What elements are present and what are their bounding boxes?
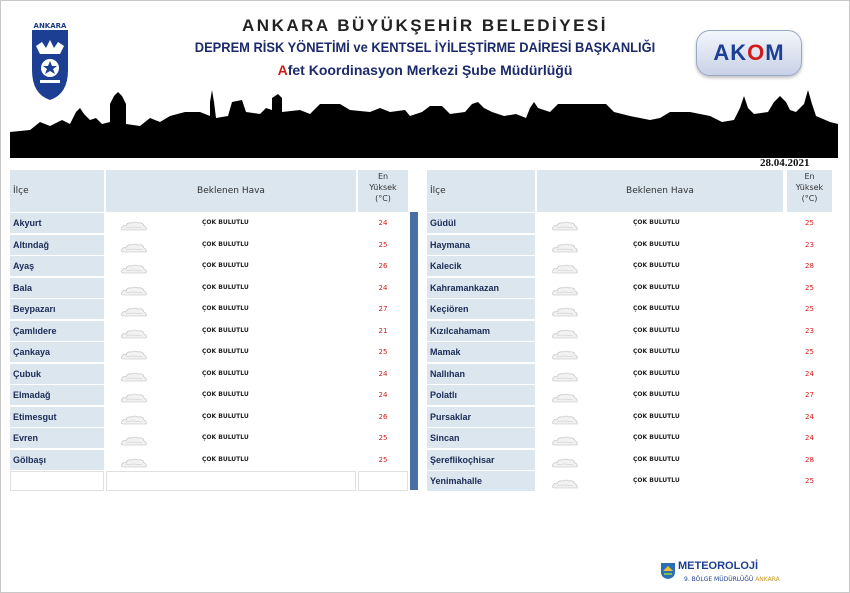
weather-cell (537, 299, 783, 319)
district-name: Elmadağ (10, 385, 104, 405)
max-temp-header-line3: (°C) (375, 194, 391, 203)
district-name: Şereflikoçhisar (427, 450, 535, 470)
max-temperature: 23 (787, 321, 832, 341)
max-temp-header-line3: (°C) (801, 194, 818, 203)
meteoroloji-region: 9. BÖLGE MÜDÜRLÜĞÜ (684, 576, 754, 583)
max-temperature: 27 (787, 385, 832, 405)
max-temperature: 21 (358, 321, 408, 341)
weather-description: ÇOK BULUTLU (202, 412, 249, 420)
max-temp-header-line1: En (377, 172, 389, 181)
max-temperature: 23 (787, 235, 832, 255)
cloud-icon (120, 303, 148, 315)
akom-logo-ak: AK (713, 40, 748, 65)
cloud-icon (120, 325, 148, 337)
weather-cell (537, 428, 783, 448)
district-name: Kahramankazan (427, 278, 535, 298)
cloud-icon (120, 260, 148, 272)
weather-description: ÇOK BULUTLU (633, 391, 680, 398)
cloud-icon (551, 475, 579, 487)
district-name: Beypazarı (10, 299, 104, 319)
weather-cell (106, 299, 356, 319)
weather-description: ÇOK BULUTLU (202, 219, 249, 226)
logo-text: ANKARA (33, 22, 67, 30)
weather-cell (106, 364, 356, 384)
weather-description: ÇOK BULUTLU (202, 283, 249, 291)
weather-cell (106, 278, 356, 298)
weather-cell (106, 407, 356, 427)
weather-cell (106, 385, 356, 405)
max-temperature: 25 (787, 342, 832, 362)
ankara-skyline-icon (10, 82, 838, 158)
max-temperature: 24 (358, 278, 408, 298)
weather-description: ÇOK BULUTLU (633, 305, 680, 312)
weather-cell (106, 256, 356, 276)
max-temp-header (358, 170, 408, 212)
weather-cell (537, 385, 783, 405)
cloud-icon (551, 325, 579, 337)
district-name: Polatlı (427, 385, 535, 405)
district-name: Çankaya (10, 342, 104, 362)
column-divider (410, 212, 418, 490)
max-temperature: 25 (787, 471, 832, 491)
weather-cell (537, 213, 783, 233)
district-name: Altındağ (10, 235, 104, 255)
cloud-icon (120, 411, 148, 423)
weather-description: ÇOK BULUTLU (202, 348, 249, 355)
district-name: Kalecik (427, 256, 535, 276)
cloud-icon (120, 389, 148, 401)
district-name: Keçiören (427, 299, 535, 319)
weather-description: ÇOK BULUTLU (633, 434, 680, 441)
cloud-icon (551, 454, 579, 466)
max-temperature: 25 (358, 235, 408, 255)
max-temperature: 25 (787, 278, 832, 298)
meteoroloji-city: ANKARA (755, 576, 780, 583)
max-temperature: 24 (358, 364, 408, 384)
district-name: Nallıhan (427, 364, 535, 384)
weather-description: ÇOK BULUTLU (633, 219, 680, 226)
weather-cell (537, 256, 783, 276)
district-name: Çamlıdere (10, 321, 104, 341)
district-name: Haymana (427, 235, 535, 255)
temp-cell (358, 471, 408, 491)
weather-cell (106, 428, 356, 448)
weather-header: Beklenen Hava (537, 170, 783, 212)
weather-cell (106, 342, 356, 362)
max-temp-header-line2: Yüksek (369, 183, 397, 192)
cloud-icon (551, 260, 579, 272)
cloud-icon (551, 282, 579, 294)
weather-description: ÇOK BULUTLU (202, 455, 249, 463)
akom-logo-o: O (747, 40, 766, 65)
district-name: Akyurt (10, 213, 104, 233)
cloud-icon (551, 239, 579, 251)
district-name: Pursaklar (427, 407, 535, 427)
max-temperature: 25 (787, 299, 832, 319)
cloud-icon (551, 411, 579, 423)
district-name: Sincan (427, 428, 535, 448)
max-temperature: 25 (358, 342, 408, 362)
cloud-icon (120, 346, 148, 358)
max-temperature: 24 (787, 364, 832, 384)
max-temperature: 27 (358, 299, 408, 319)
max-temperature: 28 (787, 256, 832, 276)
max-temperature: 26 (358, 256, 408, 276)
weather-description: ÇOK BULUTLU (202, 240, 249, 248)
district-name: Bala (10, 278, 104, 298)
cloud-icon (120, 454, 148, 466)
max-temperature: 25 (358, 450, 408, 470)
cloud-icon (120, 239, 148, 251)
weather-cell (106, 321, 356, 341)
weather-cell (537, 471, 783, 491)
district-name: Güdül (427, 213, 535, 233)
report-date: 28.04.2021 (760, 157, 810, 169)
cloud-icon (551, 368, 579, 380)
district-name: Çubuk (10, 364, 104, 384)
district-header: İlçe (427, 170, 535, 212)
cloud-icon (551, 346, 579, 358)
max-temperature: 24 (787, 407, 832, 427)
akom-logo-m: M (765, 40, 785, 65)
cloud-icon (551, 389, 579, 401)
cloud-icon (120, 282, 148, 294)
weather-description: ÇOK BULUTLU (202, 434, 249, 441)
max-temp-header-line2: Yüksek (795, 183, 824, 192)
weather-cell (106, 450, 356, 470)
weather-cell (537, 321, 783, 341)
cloud-icon (120, 432, 148, 444)
weather-cell (537, 450, 783, 470)
district-name: Yenimahalle (427, 471, 535, 491)
unit-title-rest: fet Koordinasyon Merkezi Şube Müdürlüğü (287, 62, 573, 78)
cloud-icon (551, 432, 579, 444)
district-name: Kızılcahamam (427, 321, 535, 341)
weather-description: ÇOK BULUTLU (633, 326, 680, 334)
weather-description: ÇOK BULUTLU (633, 262, 680, 269)
weather-cell (537, 235, 783, 255)
meteoroloji-logo-icon (660, 562, 676, 580)
unit-title-initial: A (277, 62, 288, 78)
weather-description: ÇOK BULUTLU (633, 283, 680, 291)
cloud-icon (551, 303, 579, 315)
department-title: DEPREM RİSK YÖNETİMİ ve KENTSEL İYİLEŞTİRME DAİRESİ BAŞKANLIĞI (194, 39, 656, 55)
weather-description: ÇOK BULUTLU (202, 262, 249, 269)
max-temperature: 24 (358, 385, 408, 405)
max-temp-header (787, 170, 832, 212)
district-name: Ayaş (10, 256, 104, 276)
max-temperature: 25 (787, 213, 832, 233)
page-title: ANKARA BÜYÜKŞEHİR BELEDİYESİ (242, 16, 608, 35)
weather-header: Beklenen Hava (106, 170, 356, 212)
cloud-icon (120, 368, 148, 380)
weather-description: ÇOK BULUTLU (202, 369, 249, 377)
district-header: İlçe (10, 170, 104, 212)
weather-description: ÇOK BULUTLU (633, 240, 680, 248)
weather-description: ÇOK BULUTLU (633, 348, 680, 355)
akom-logo (696, 30, 802, 76)
weather-cell (106, 471, 356, 491)
max-temp-header-line1: En (804, 172, 815, 181)
district-name: Evren (10, 428, 104, 448)
weather-description: ÇOK BULUTLU (202, 305, 249, 312)
weather-cell (537, 407, 783, 427)
district-name: Etimesgut (10, 407, 104, 427)
weather-description: ÇOK BULUTLU (633, 369, 680, 377)
weather-cell (106, 213, 356, 233)
max-temperature: 24 (358, 213, 408, 233)
cloud-icon (120, 217, 148, 229)
weather-description: ÇOK BULUTLU (202, 391, 249, 398)
district-name: Mamak (427, 342, 535, 362)
weather-cell (537, 342, 783, 362)
weather-description: ÇOK BULUTLU (633, 477, 680, 484)
weather-description: ÇOK BULUTLU (202, 326, 249, 334)
max-temperature: 26 (358, 407, 408, 427)
max-temperature: 28 (787, 450, 832, 470)
meteoroloji-title: METEOROLOJİ (678, 560, 759, 572)
district-cell (10, 471, 104, 491)
district-name: Gölbaşı (10, 450, 104, 470)
cloud-icon (551, 217, 579, 229)
weather-cell (106, 235, 356, 255)
max-temperature: 24 (787, 428, 832, 448)
weather-description: ÇOK BULUTLU (633, 455, 680, 463)
max-temperature: 25 (358, 428, 408, 448)
meteoroloji-subtitle (684, 576, 780, 583)
weather-description: ÇOK BULUTLU (633, 412, 680, 420)
weather-cell (537, 278, 783, 298)
weather-cell (537, 364, 783, 384)
